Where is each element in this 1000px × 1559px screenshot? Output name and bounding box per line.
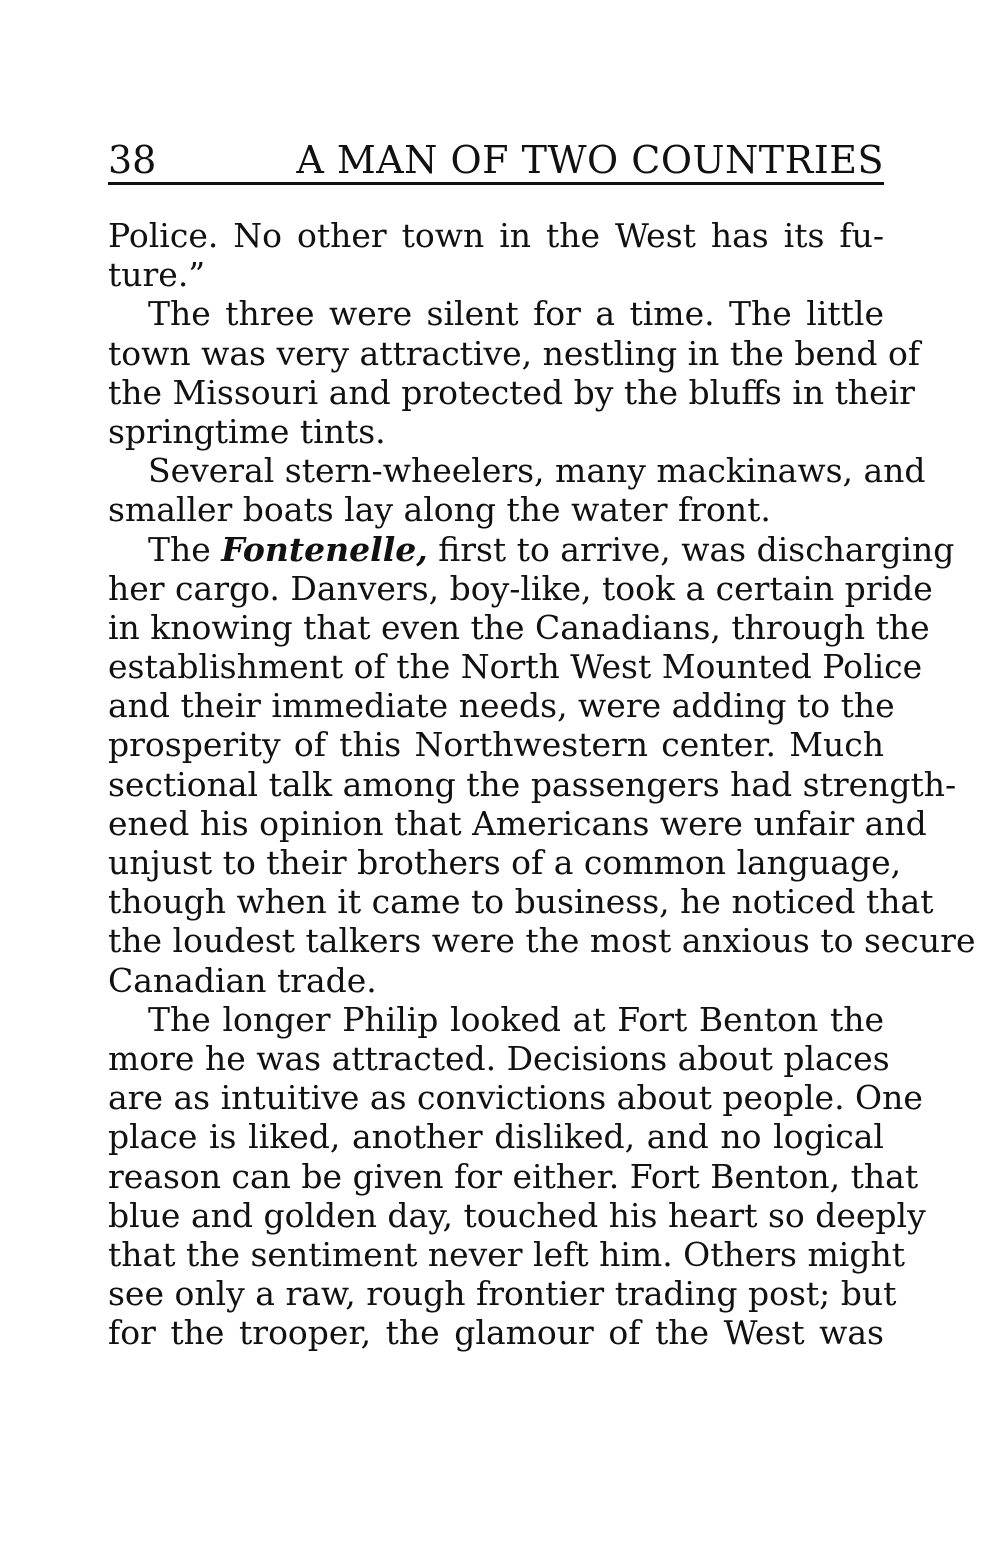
text-segment: first to arrive, was discharging xyxy=(427,529,955,569)
text-line: Canadian trade. xyxy=(108,960,377,1000)
text-line: Police. No other town in the West has its fu- xyxy=(108,216,884,255)
text-line: more he was attracted. Decisions about places xyxy=(108,1038,890,1078)
text-line: the Missouri and protected by the bluffs in their xyxy=(108,372,915,412)
text-line: for the trooper, the glamour of the West was xyxy=(108,1313,884,1353)
text-line: The three were silent for a time. The little xyxy=(148,294,884,334)
text-line: her cargo. Danvers, boy-like, took a certain pride xyxy=(108,568,933,608)
text-line: town was very attractive, nestling in the bend of xyxy=(108,333,921,373)
body-text xyxy=(108,216,976,1353)
text-line: see only a raw, rough frontier trading post; but xyxy=(108,1274,897,1314)
page-number: 38 xyxy=(108,138,157,182)
text-line xyxy=(108,529,955,569)
text-line: ened his opinion that Americans were unfair and xyxy=(108,803,927,843)
text-line: in knowing that even the Canadians, through the xyxy=(108,607,930,647)
text-line: and their immediate needs, were adding to the xyxy=(108,686,895,726)
text-line: establishment of the North West Mounted Police xyxy=(108,647,923,687)
text-line: though when it came to business, he noticed that xyxy=(108,882,934,922)
header-rule xyxy=(108,182,884,185)
page-header xyxy=(108,136,884,184)
text-line: are as intuitive as convictions about people. One xyxy=(108,1078,923,1118)
text-line: that the sentiment never left him. Others might xyxy=(108,1234,905,1274)
text-line: unjust to their brothers of a common language, xyxy=(108,843,902,882)
text-line: sectional talk among the passengers had strength- xyxy=(108,764,957,804)
text-line: blue and golden day, touched his heart so deeply xyxy=(108,1195,926,1235)
text-line: The longer Philip looked at Fort Benton the xyxy=(148,999,884,1039)
text-line: place is liked, another disliked, and no logical xyxy=(108,1117,884,1157)
text-line: the loudest talkers were the most anxious to secure xyxy=(108,921,976,961)
text-line: Several stern-wheelers, many mackinaws, and xyxy=(148,451,926,491)
text-line: smaller boats lay along the water front. xyxy=(108,490,771,530)
text-line: prosperity of this Northwestern center. Much xyxy=(108,725,884,765)
running-title: A MAN OF TWO COUNTRIES xyxy=(296,138,884,182)
text-line: springtime tints. xyxy=(108,411,386,451)
boat-name-italic: Fontenelle, xyxy=(221,529,428,569)
text-line: ture.” xyxy=(108,255,206,295)
text-segment: The xyxy=(148,529,222,569)
text-line: reason can be given for either. Fort Benton, that xyxy=(108,1156,919,1196)
